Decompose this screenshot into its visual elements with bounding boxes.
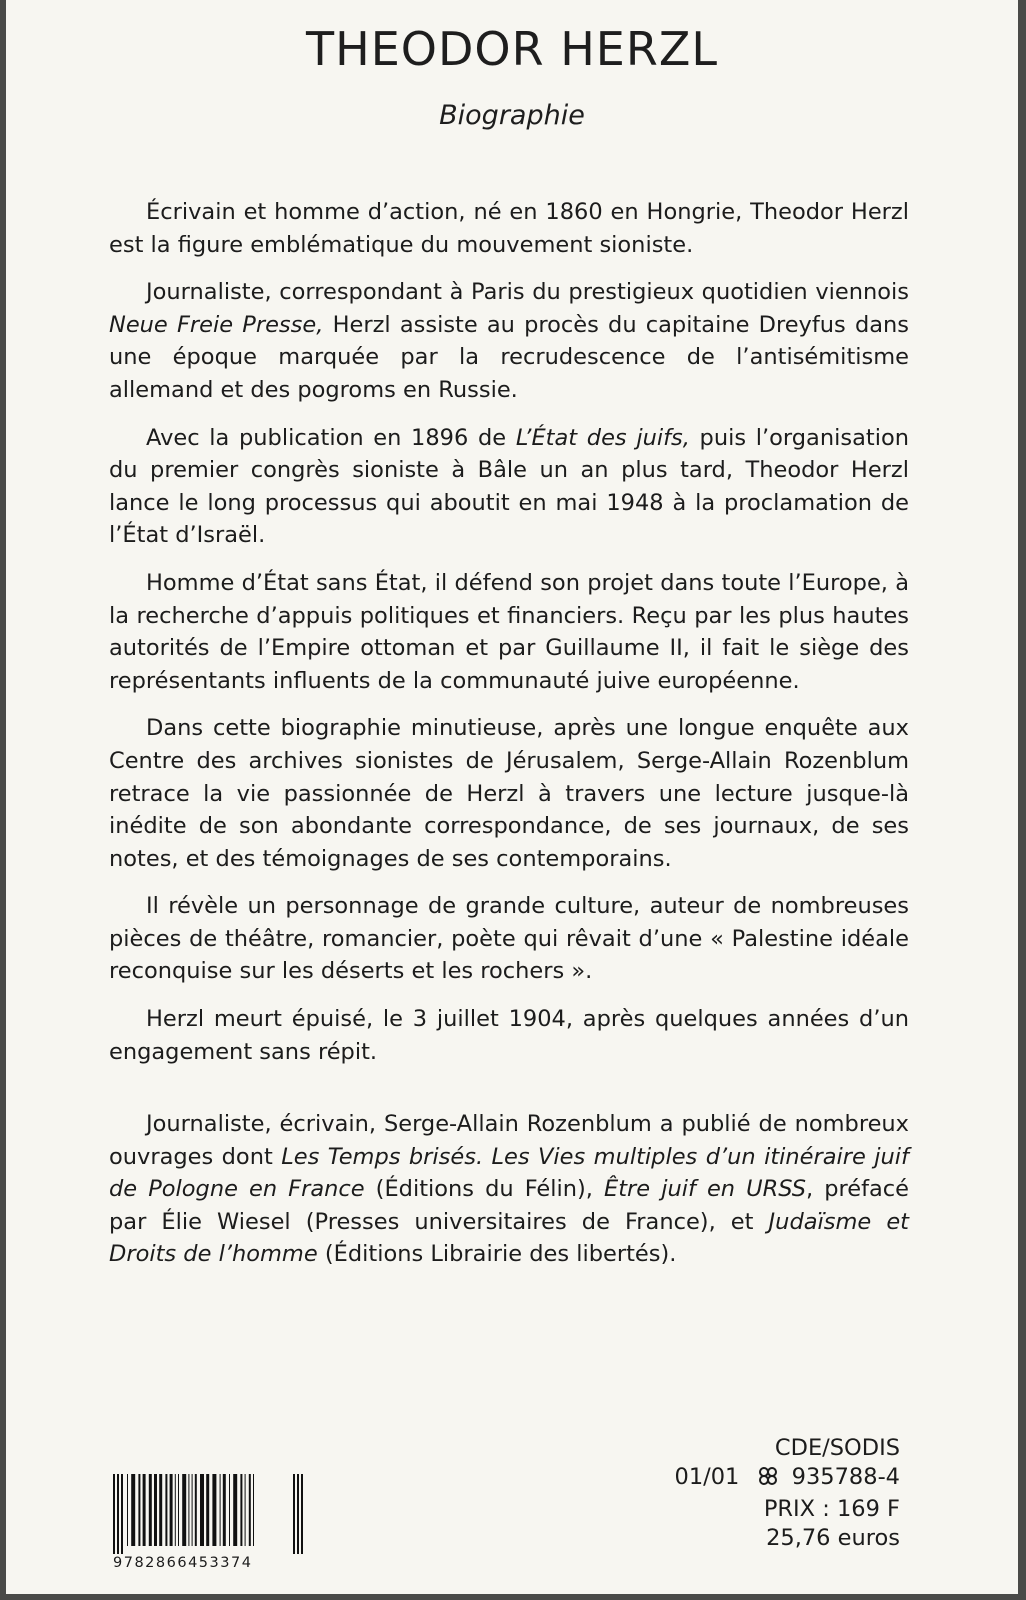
barcode-bars xyxy=(113,1474,305,1554)
barcode-bar xyxy=(159,1474,162,1546)
barcode-bar xyxy=(165,1474,167,1546)
date-code: 01/01 xyxy=(674,1464,740,1490)
book-subtitle: Biographie xyxy=(439,100,585,131)
barcode-bar xyxy=(223,1474,226,1546)
barcode-bar xyxy=(188,1474,189,1546)
synopsis-paragraph: Dans cette biographie minutieuse, après une longue enquête aux Centre des archives sionistes de Jérusalem, Serge-Allain Rozenblum retrace la vie passionnée de Herzl à travers une lecture jusque-là inédite de son abondante correspondance, de ses journaux, de ses notes, et des témoignages de ses contemporains. xyxy=(109,715,909,872)
barcode xyxy=(113,1474,305,1578)
barcode-bar xyxy=(212,1474,216,1546)
distributor: CDE/SODIS xyxy=(774,1435,900,1461)
barcode-guard-bar xyxy=(117,1474,119,1554)
barcode-bar xyxy=(206,1474,209,1546)
order-code xyxy=(675,1463,900,1495)
barcode-bar xyxy=(131,1474,135,1546)
barcode-bar xyxy=(200,1474,204,1546)
synopsis-paragraph: Homme d’État sans État, il défend son projet dans toute l’Europe, à la recherche d’appuis politiques et financiers. Reçu par les plus hautes autorités de l’Empire ottoman et par Guillaume II, il fait le siège des représentants influents de la communauté juive européenne. xyxy=(109,569,909,694)
author-bio xyxy=(109,1108,909,1271)
book-reference: Les Temps brisés. Les Vies multiples d’un itinéraire juif de Pologne en France xyxy=(109,1143,909,1203)
barcode-bar xyxy=(143,1474,146,1546)
price-euros: 25,76 euros xyxy=(766,1525,900,1551)
barcode-bar xyxy=(149,1474,152,1546)
synopsis-paragraph: Il révèle un personnage de grande culture, auteur de nombreuses pièces de théâtre, romancier, poète qui rêvait d’une « Palestine idéale reconquise sur les déserts et les rochers ». xyxy=(109,893,909,985)
barcode-guard-bar xyxy=(121,1474,123,1554)
barcode-bar xyxy=(245,1474,246,1546)
synopsis-paragraph: Écrivain et homme d’action, né en 1860 en Hongrie, Theodor Herzl est la figure emblématique du mouvement sioniste. xyxy=(109,199,909,258)
distribution-info xyxy=(675,1434,900,1553)
synopsis-paragraph: Avec la publication en 1896 de L’État des juifs, puis l’organisation du premier congrès sioniste à Bâle un an plus tard, Theodor Herzl lance le long processus qui aboutit en mai 1948 à la proclamation de l’État d’Israël. xyxy=(109,424,909,549)
barcode-bar xyxy=(138,1474,140,1546)
synopsis xyxy=(109,196,909,1083)
book-reference: Être juif en URSS xyxy=(604,1176,806,1203)
book-title: THEODOR HERZL xyxy=(306,22,718,76)
barcode-bar xyxy=(240,1474,242,1546)
newspaper-title: Neue Freie Presse, xyxy=(109,311,324,338)
barcode-bar xyxy=(195,1474,197,1546)
barcode-bar xyxy=(233,1474,237,1546)
barcode-guard-bar xyxy=(113,1474,115,1554)
book-reference: L’État des juifs, xyxy=(515,424,690,451)
barcode-guard-bar xyxy=(301,1474,303,1554)
barcode-guard-bar xyxy=(297,1474,299,1554)
price-francs: PRIX : 169 F xyxy=(763,1496,900,1522)
sodis-number: 935788-4 xyxy=(791,1464,900,1490)
isbn-number: 9782866453374 xyxy=(113,1555,253,1571)
synopsis-paragraph: Journaliste, correspondant à Paris du prestigieux quotidien viennois Neue Freie Presse, Herzl assiste au procès du capitaine Dreyfus dans une époque marquée par la recrudescence de l’antisémitisme allemand et des pogroms en Russie. xyxy=(109,279,909,403)
author-bio-paragraph: Journaliste, écrivain, Serge-Allain Rozenblum a publié de nombreux ouvrages dont Les Temps brisés. Les Vies multiples d’un itinéraire juif de Pologne en France (Éditions du Félin), Être juif en URSS, préfacé par Élie Wiesel (Presses universitaires de France), et Judaïsme et Droits de l’homme (Éditions Librairie des libertés). xyxy=(109,1111,910,1268)
barcode-bar xyxy=(192,1474,193,1546)
barcode-bar xyxy=(170,1474,173,1546)
barcode-bar xyxy=(253,1474,254,1546)
barcode-guard-bar xyxy=(293,1474,295,1554)
sodis-logo-icon xyxy=(757,1465,779,1495)
book-reference: Judaïsme et Droits de l’homme xyxy=(109,1208,909,1268)
barcode-bar xyxy=(220,1474,221,1546)
barcode-bar xyxy=(175,1474,176,1546)
back-cover xyxy=(6,0,1018,1594)
barcode-bar xyxy=(127,1474,128,1546)
synopsis-paragraph: Herzl meurt épuisé, le 3 juillet 1904, après quelques années d’un engagement sans répit. xyxy=(109,1006,909,1065)
barcode-bar xyxy=(229,1474,230,1546)
barcode-bar xyxy=(178,1474,179,1546)
barcode-bar xyxy=(249,1474,251,1546)
barcode-bar xyxy=(154,1474,157,1546)
barcode-bar xyxy=(182,1474,186,1546)
